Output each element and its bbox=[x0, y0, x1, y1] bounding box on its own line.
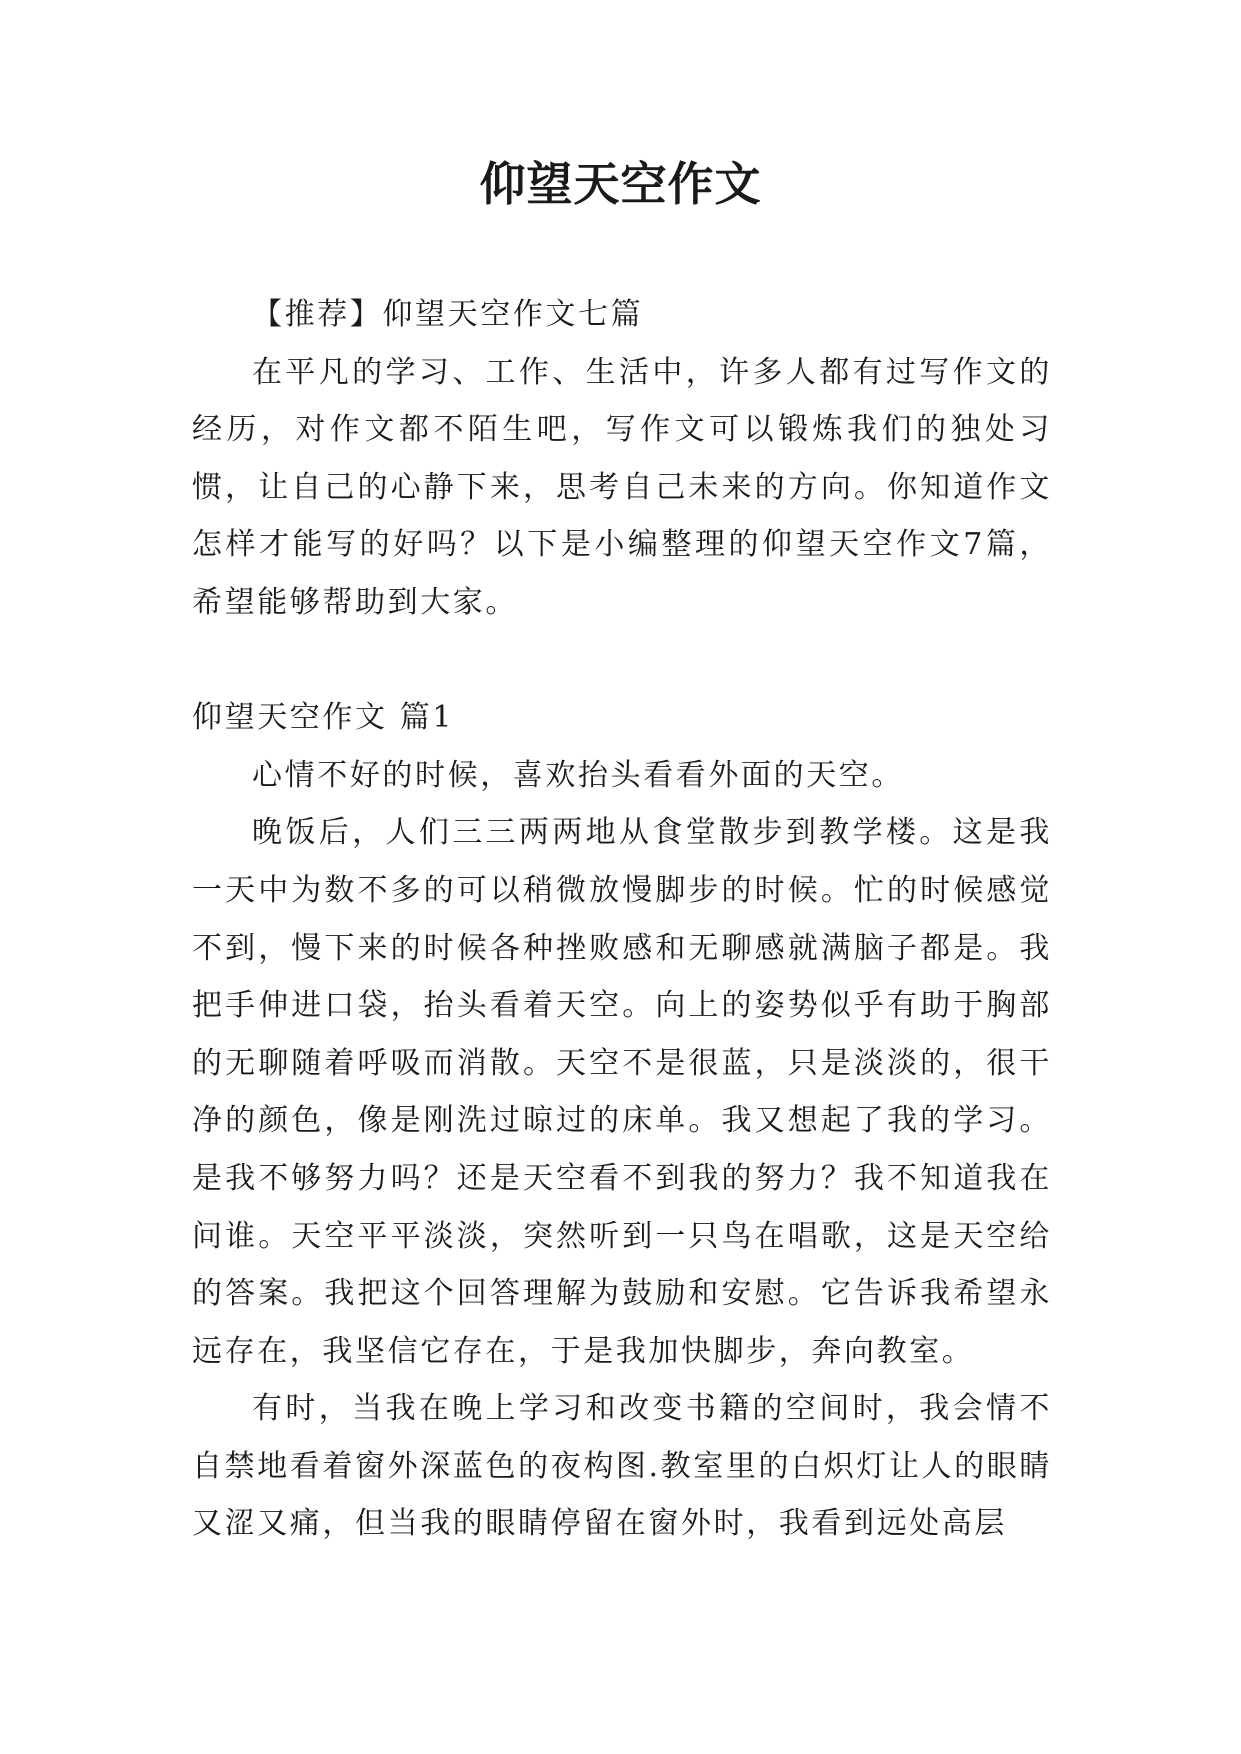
essay-paragraph: 晚饭后，人们三三两两地从食堂散步到教学楼。这是我一天中为数不多的可以稍微放慢脚步的时候。忙的时候感觉不到，慢下来的时候各种挫败感和无聊感就满脑子都是。我把手伸进口袋，抬头看着天空。向上的姿势似乎有助于胸部的无聊随着呼吸而消散。天空不是很蓝，只是淡淡的，很干净的颜色，像是刚洗过晾过的床单。我又想起了我的学习。是我不够努力吗？还是天空看不到我的努力？我不知道我在问谁。天空平平淡淡，突然听到一只鸟在唱歌，这是天空给的答案。我把这个回答理解为鼓励和安慰。它告诉我希望永远存在，我坚信它存在，于是我加快脚步，奔向教室。 bbox=[192, 815, 1052, 1369]
intro-paragraph: 在平凡的学习、工作、生活中，许多人都有过写作文的经历，对作文都不陌生吧，写作文可以锻炼我们的独处习惯，让自己的心静下来，思考自己未来的方向。你知道作文怎样才能写的好吗？以下是小编整理的仰望天空作文7篇，希望能够帮助到大家。 bbox=[192, 354, 1052, 620]
essay-paragraph: 心情不好的时候，喜欢抬头看看外面的天空。 bbox=[252, 757, 904, 793]
paragraph-gap bbox=[192, 632, 1052, 690]
recommend-heading: 【推荐】仰望天空作文七篇 bbox=[252, 297, 644, 332]
document-title: 仰望天空作文 bbox=[479, 157, 762, 211]
essay-paragraph: 有时，当我在晚上学习和改变书籍的空间时，我会情不自禁地看着窗外深蓝色的夜构图.教室里的白炽灯让人的眼睛又涩又痛，但当我的眼睛停留在窗外时，我看到远处高层 bbox=[192, 1391, 1052, 1542]
essay-heading: 仰望天空作文 篇1 bbox=[192, 700, 455, 736]
document-body bbox=[192, 286, 1052, 1553]
